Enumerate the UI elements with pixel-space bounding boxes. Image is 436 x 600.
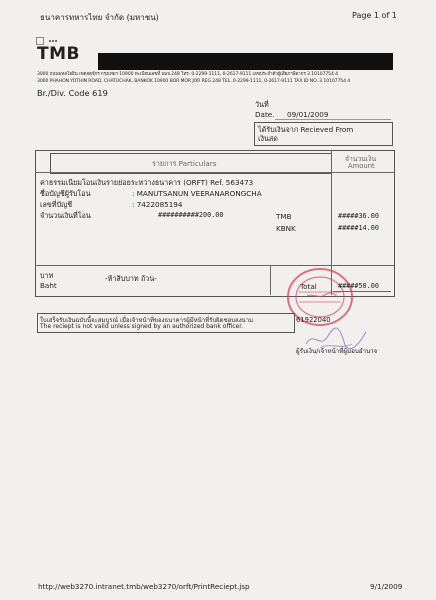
page-number: Page 1 of 1 (352, 11, 397, 20)
account-value: : 7422085194 (132, 200, 183, 209)
address-thai: 3000 ถนนพหลโยธิน เขตจตุจักร กรุงเทพฯ 10900 ทะเบียนเลขที่ บมจ.248 โทร. 0-2299-1111, 0-2617-9111 เลขประจำตัวผู้เสียภาษีอากร 3 10107754 4 (37, 72, 339, 77)
details-title: ค่าธรรมเนียมโอนเงินรายย่อยระหว่างธนาคาร (ORFT) Ref. 563473 (40, 178, 254, 187)
amount-header-en: Amount (348, 162, 375, 170)
total-label-divider (270, 265, 271, 295)
logo-dots-icon (49, 40, 58, 43)
signature-caption: ผู้รับเงิน/เจ้าหน้าที่ผู้มอบอำนาจ (296, 348, 378, 355)
received-from-label: ได้รับเงินจาก Recieved From (258, 125, 354, 134)
amount-header-th: จำนวนเงิน (345, 155, 377, 163)
date-underline (275, 119, 391, 120)
tmb-logo (37, 44, 80, 64)
fee-bank-kbnk: KBNK (276, 224, 296, 233)
date-label-th: วันที่ (255, 100, 269, 109)
payee-value: : MANUTSANUN VEERANARONGCHA (132, 189, 262, 198)
branch-code: Br./Div. Code 619 (37, 88, 108, 98)
notice-english: The reciept is not valid unless signed by an authorized bank officer. (40, 323, 244, 330)
footer-date: 9/1/2009 (370, 582, 403, 591)
fee-bank-tmb: TMB (276, 212, 292, 221)
header-black-bar (98, 53, 393, 70)
address-english: 3000 PHAHON YOTHIN ROAD, CHATUCHAK, BANKOK 10900 BOR MOR JOR REG.248 TEL. 0-2299-1111, 0-2617-9111 TAX ID NO. 3 10107754 4 (37, 79, 351, 84)
bank-name-header: ธนาคารทหารไทย จำกัด (มหาชน) (40, 13, 159, 22)
particulars-header: รายการ Particulars (152, 159, 217, 168)
total-label: Total (300, 282, 317, 291)
account-label: เลขที่บัญชี (40, 200, 73, 209)
total-amount: #####50.00 (338, 282, 379, 290)
payee-label: ชื่อบัญชีผู้รับโอน (40, 189, 91, 198)
baht-label-en: Baht (40, 281, 57, 290)
amount-in-words: -ห้าสิบบาท ถ้วน- (105, 274, 157, 283)
transfer-label: จำนวนเงินที่โอน (40, 211, 91, 220)
signature-code: 61922040 (296, 316, 331, 324)
fee-amount-kbnk: #####14.00 (338, 224, 379, 232)
footer-url: http://web3270.intranet.tmb/web3270/orft/PrintReciept.jsp (38, 582, 250, 591)
transfer-value: ##########200.00 (158, 211, 224, 219)
date-value: 09/01/2009 (287, 110, 329, 119)
fee-amount-tmb: #####36.00 (338, 212, 379, 220)
baht-label-th: บาท (40, 271, 54, 280)
received-from-value: เงินสด (258, 134, 278, 143)
notice-thai: ใบเสร็จรับเงินฉบับนี้จะสมบูรณ์ เมื่อเจ้าหน้าที่ของธนาคารผู้มีหน้าที่รับผิดชอบลงนาม (40, 317, 254, 324)
logo-text: TMB (37, 44, 80, 64)
date-label-en: Date. (255, 110, 275, 119)
